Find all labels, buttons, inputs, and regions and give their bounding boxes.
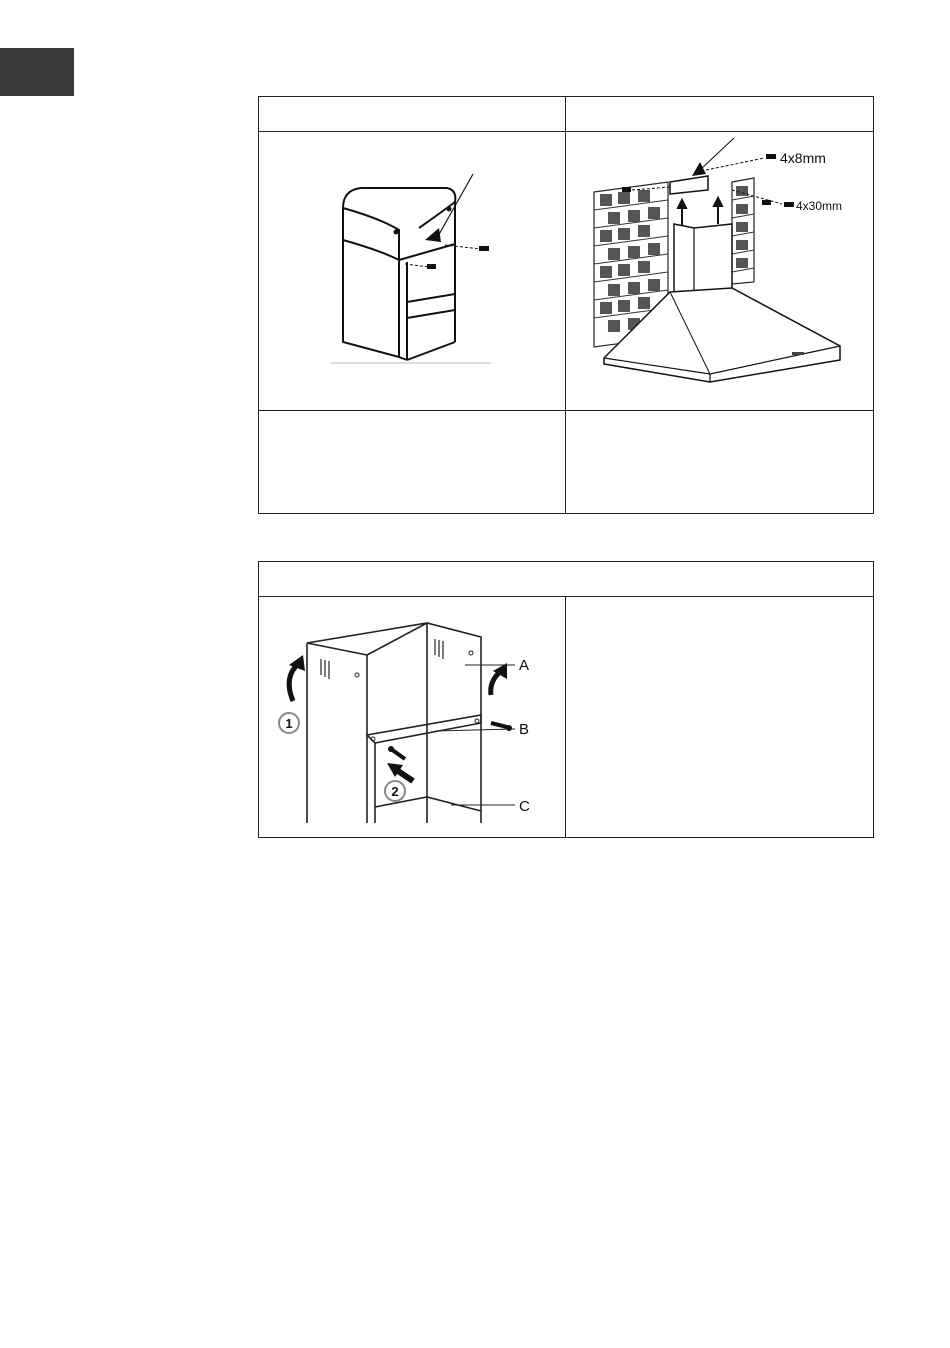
installation-table-2 <box>258 561 874 838</box>
table1-header-right <box>566 97 874 132</box>
step-2-number: 2 <box>391 784 399 799</box>
part-label-a: A <box>519 657 530 674</box>
step-1-number: 1 <box>285 716 293 731</box>
table1-figure-right-cell <box>566 132 874 411</box>
table1-header-left <box>259 97 566 132</box>
language-tab <box>0 48 74 96</box>
part-label-b: B <box>519 721 530 738</box>
screw-label-4x8mm: 4x8mm <box>780 150 826 166</box>
table2-figure-left-cell <box>259 597 566 838</box>
table1-desc-left <box>259 411 566 514</box>
part-label-c: C <box>519 798 530 815</box>
installation-table-1 <box>258 96 874 514</box>
duct-bracket-assembly-illustration <box>259 597 564 836</box>
table1-desc-right <box>566 411 874 514</box>
hood-wall-mount-illustration <box>566 132 872 409</box>
screw-label-4x30mm: 4x30mm <box>796 199 843 213</box>
table2-header <box>259 562 874 597</box>
table2-desc-right <box>566 597 874 838</box>
chimney-duct-assembly-illustration <box>259 132 564 409</box>
table1-figure-left-cell <box>259 132 566 411</box>
